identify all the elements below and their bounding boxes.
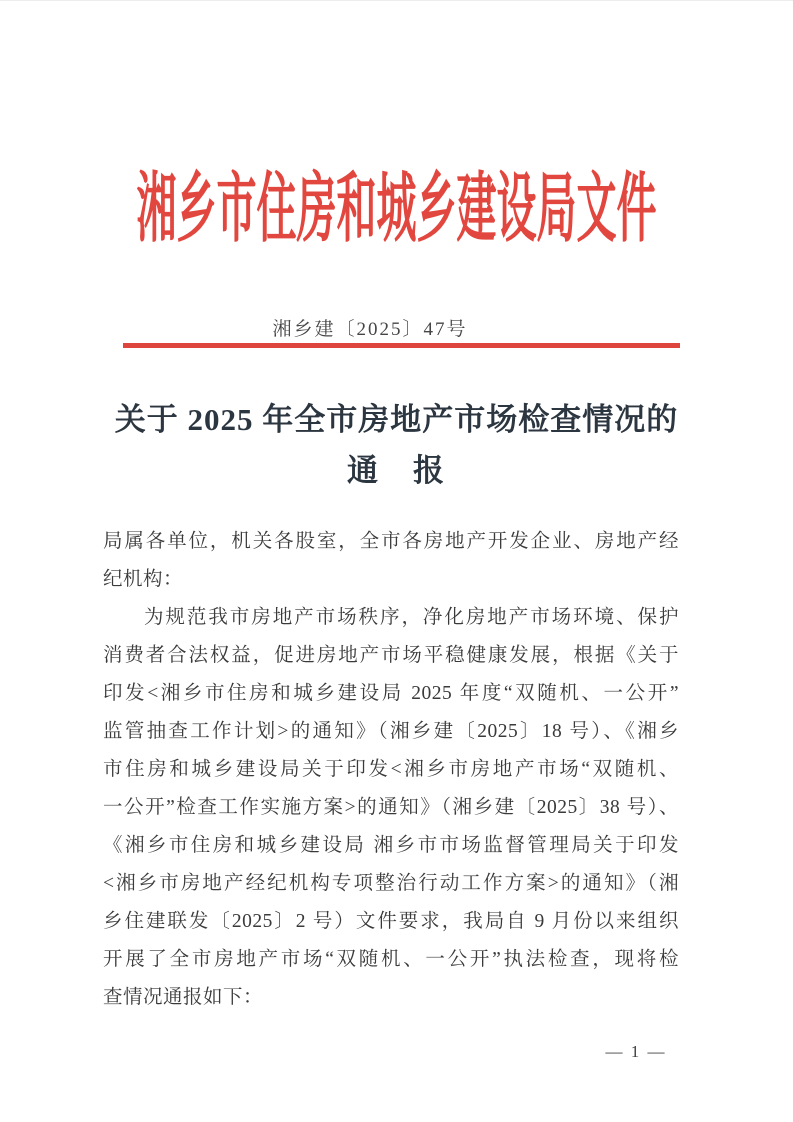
- body-line: 开展了全市房地产市场“双随机、一公开”执法检查，现将检: [103, 949, 679, 970]
- body-line: 查情况通报如下：: [103, 987, 264, 1008]
- body-line: 印发<湘乡市住房和城乡建设局 2025 年度“双随机、一公开”: [103, 683, 679, 704]
- page-number: — 1 —: [605, 1042, 667, 1061]
- notice-title-line1: 关于 2025 年全市房地产市场检查情况的: [114, 402, 679, 437]
- body-line: 局属各单位，机关各股室，全市各房地产开发企业、房地产经: [103, 531, 679, 552]
- body-line: 《湘乡市住房和城乡建设局 湘乡市市场监督管理局关于印发: [103, 835, 679, 856]
- document-number: 湘乡建〔2025〕47号: [272, 319, 468, 340]
- body-line: 一公开”检查工作实施方案>的通知》（湘乡建〔2025〕38 号）、: [103, 797, 679, 818]
- body-line: 消费者合法权益，促进房地产市场平稳健康发展，根据《关于: [103, 645, 679, 666]
- body-line: <湘乡市房地产经纪机构专项整治行动工作方案>的通知》（湘: [103, 873, 679, 894]
- body-line: 市住房和城乡建设局关于印发<湘乡市房地产市场“双随机、: [103, 759, 679, 780]
- body-line: 乡住建联发〔2025〕2 号）文件要求，我局自 9 月份以来组织: [103, 911, 679, 932]
- body-line: 纪机构：: [103, 569, 184, 590]
- body-line: 为规范我市房地产市场秩序，净化房地产市场环境、保护: [143, 607, 679, 628]
- agency-red-header-title: 湘乡市住房和城乡建设局文件: [136, 165, 657, 252]
- red-separator-rule: [123, 343, 680, 348]
- notice-title-line2: 通 报: [347, 453, 446, 488]
- body-line: 监管抽查工作计划>的通知》（湘乡建〔2025〕18 号）、《湘乡: [103, 721, 679, 742]
- body-text-block: [103, 523, 679, 1017]
